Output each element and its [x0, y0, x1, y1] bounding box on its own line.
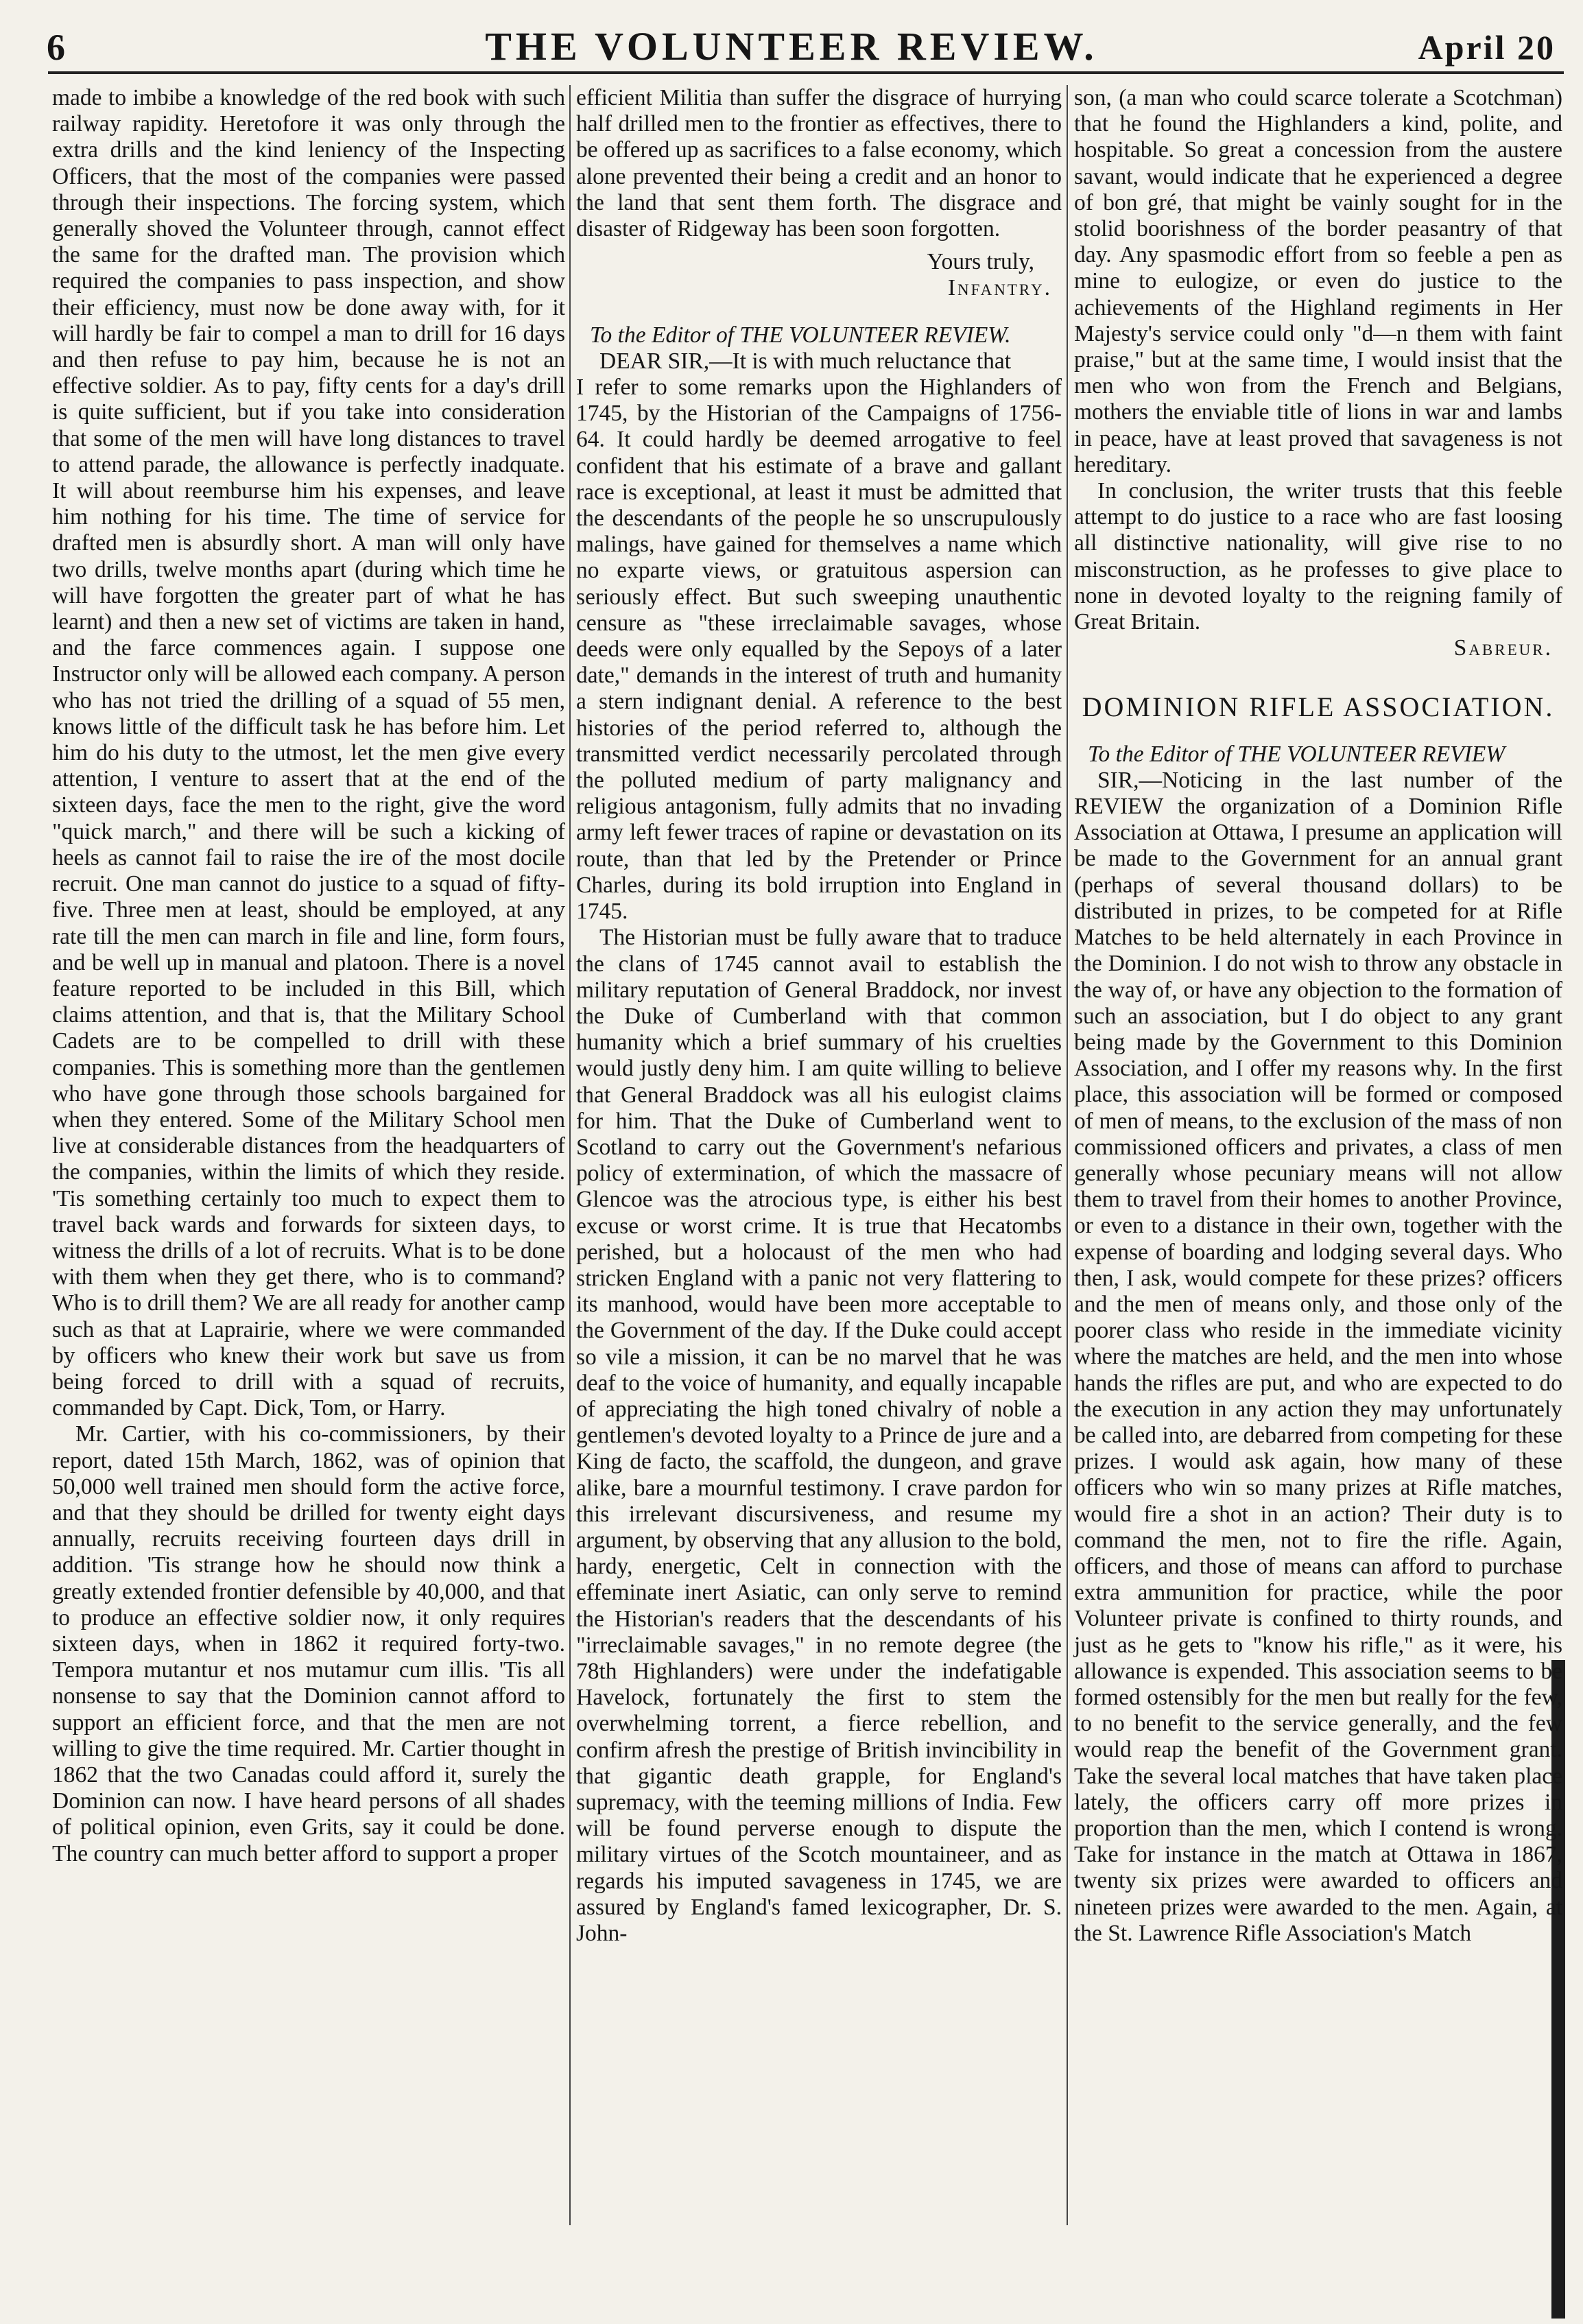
to-editor-line: To the Editor of THE VOLUNTEER REVIEW — [1088, 741, 1505, 767]
letter-closing: Yours truly, — [927, 249, 1034, 275]
section-heading: DOMINION RIFLE ASSOCIATION. — [1082, 691, 1555, 723]
column-1 — [52, 85, 565, 1867]
paragraph: The Historian must be fully aware that to traduce the clans of 1745 cannot avail to establish the military reputation of General Braddock, nor invest the Duke of Cumberland with that common humanity which a brief summary of his cruelties would justly deny him. I am quite willing to believe that General Braddock was all his eulogist claims for him. That the Duke of Cumberland went to Scotland to carry out the Government's nefarious policy of extermination, of which the massacre of Glencoe was the atrocious type, is either his best excuse or worst crime. It is true that Hecatombs perished, but a holocaust of the men who had stricken England with a panic not very flattering to its manhood, would have been more acceptable to the Government of the day. If the Duke could accept so vile a mission, it can be no marvel that he was deaf to the voice of humanity, and equally incapable of appreciating the high toned chivalry of noble a gentlemen's devoted loyalty to a Prince de jure and a King de facto, the scaffold, the dungeon, and grave alike, bare a mournful testimony. I crave pardon for this irrelevant discursiveness, and resume my argument, by observing that any allusion to the bold, hardy, energetic, Celt in connection with the effeminate inert Asiatic, can only serve to remind the Historian's readers that the descendants of his "irreclaimable savages," in no remote degree (the 78th Highlanders) were under the indefatigable Havelock, fortunately the first to stem the overwhelming torrent, a fierce rebellion, and confirm afresh the prestige of British invincibility in that gigantic death grapple, for England's supremacy, with the teeming millions of India. Few will be found perverse enough to dispute the military virtues of the Scotch mountaineer, and as regards his imputed savageness in 1745, we are assured by England's famed lexicographer, Dr. S. John- — [576, 925, 1062, 1947]
paragraph: made to imbibe a knowledge of the red book with such railway rapidity. Heretofore it was only through the extra drills and the kind leniency of the Inspecting Officers, that the most of the companies were passed through their inspections. The forcing system, which generally shoved the Volunteer through, cannot effect the same for the drafted man. The provision which required the companies to pass inspection, and show their efficiency, must now be done away with, for it will hardly be fair to compel a man to drill for 16 days and then refuse to pay him, because he is not an effective soldier. As to pay, fifty cents for a day's drill is quite sufficient, but if you take into consideration that some of the men will have long distances to travel to attend parade, the allowance is perfectly inadquate. It will about reemburse him his expenses, and leave him nothing for his time. The time of service for drafted men is absurdly short. A man will only have two drills, twelve months apart (during which time he will have forgotten the greater part of what he has learnt) and then a new set of victims are taken in hand, and the farce commences again. I suppose one Instructor only will be allowed each company. A person who has not tried the drilling of a squad of 55 men, knows little of the difficult task he has before him. Let him do his duty to the utmost, let the men give every attention, I venture to assert that at the end of the sixteen days, face the men to the right, give the word "quick march," and there will be such a kicking of heels as cannot fail to raise the ire of the most docile recruit. One man cannot do justice to a squad of fifty-five. Three men at least, should be employed, at any rate till the men can march in file and line, form fours, and be well up in manual and platoon. There is a novel feature reported to be included in this Bill, which claims attention, and that is, that the Military School Cadets are to be compelled to drill with these companies. This is something more than the gentlemen who have gone through those schools bargained for when they entered. Some of the Military School men live at considerable distances from the headquarters of the companies, within the limits of which they reside. 'Tis something certainly too much to expect them to travel back wards and forwards for sixteen days, to witness the drills of a lot of recruits. What is to be done with them when they get there, who is to command? Who is to drill them? We are all ready for another camp such as that at Laprairie, where we were commanded by officers who knew their work but save us from being forced to drill with a squad of recruits, commanded by Capt. Dick, Tom, or Harry. — [52, 85, 565, 1421]
page-header — [0, 19, 1583, 74]
header-rule — [48, 71, 1564, 74]
column-2 — [576, 85, 1062, 1947]
column-3 — [1074, 85, 1562, 1947]
letter-signature: Infantry. — [947, 275, 1052, 301]
paragraph: In conclusion, the writer trusts that this feeble attempt to do justice to a race who are fast loosing all distinctive nationality, will give rise to no misconstruction, as he professes to give place to none in devoted loyalty to the reigning family of Great Britain. — [1074, 478, 1562, 635]
salutation: DEAR SIR,—It is with much reluctance that — [599, 348, 1012, 374]
paragraph: Mr. Cartier, with his co-commissioners, by their report, dated 15th March, 1862, was of opinion that 50,000 well trained men should form the active force, and that they should be drilled for twenty eight days annually, recruits receiving fourteen days drill in addition. 'Tis strange how he should now think a greatly extended frontier defensible by 40,000, and that to produce an effective soldier now, it only requires sixteen days, when in 1862 it required forty-two. Tempora mutantur et nos mutamur cum illis. 'Tis all nonsense to say that the Dominion cannot afford to support an efficient force, and that the men are not willing to give the time required. Mr. Cartier thought in 1862 that the two Canadas could afford it, surely the Dominion can now. I have heard persons of all shades of political opinion, even Grits, say it could be done. The country can much better afford to support a proper — [52, 1421, 565, 1866]
to-editor-line: To the Editor of THE VOLUNTEER REVIEW. — [590, 322, 1011, 348]
paragraph: I refer to some remarks upon the Highlanders of 1745, by the Historian of the Campaigns of 1756-64. It could hardly be deemed arrogative to feel confident that his estimate of a brave and gallant race is exceptional, at least it must be admitted that the descendants of the people he so unscrupulously malings, have gained for themselves a name which no exparte views, or gratuitous aspersion can seriously effect. But such sweeping unauthentic censure as "these irreclaimable savages, whose deeds were only equalled by the Sepoys of a later date," demands in the interest of truth and humanity a stern indignant denial. A reference to the best histories of the period referred to, although the transmitted verdict necessarily percolated through the polluted medium of party malignancy and religious antagonism, fully admits that no invading army left fewer traces of rapine or devastation on its route, than that led by the Pretender or Prince Charles, during its bold irruption into England in 1745. — [576, 375, 1062, 925]
issue-date: April 20 — [1418, 28, 1556, 67]
column-divider — [569, 85, 571, 2225]
masthead-title: THE VOLUNTEER REVIEW. — [485, 24, 1098, 69]
page-number: 6 — [47, 27, 65, 68]
paragraph: son, (a man who could scarce tolerate a Scotchman) that he found the Highlanders a kind, polite, and hospitable. So great a concession from the austere savant, would indicate that he experienced a degree of bon gré, that might be vainly sought for in the stolid boorishness of the border peasantry of that day. Any spasmodic effort from so feeble a pen as mine to eulogize, or even do justice to the achievements of the Highland regiments in Her Majesty's service could only "d—n them with faint praise," but at the same time, I would insist that the men who won from the French and Belgians, mothers the enviable title of lions in war and lambs in peace, have at least proved that savageness is not hereditary. — [1074, 85, 1562, 477]
paragraph: SIR,—Noticing in the last number of the REVIEW the organization of a Dominion Rifle Association at Ottawa, I presume an application will be made to the Government for an annual grant (perhaps of several thousand dollars) to be distributed in prizes, to be competed for at Rifle Matches to be held alternately in each Province in the Dominion. I do not wish to throw any obstacle in the way of, or have any objection to the formation of such an association, but I do object to any grant being made by the Government to this Dominion Association, and I offer my reasons why. In the first place, this association will be formed or composed of men of means, to the exclusion of the mass of non commissioned officers and privates, a class of men generally whose pecuniary means will not allow them to travel from their homes to another Province, or even to a distance in their own, together with the expense of boarding and lodging several days. Who then, I ask, would compete for these prizes? officers and the men of means only, and those only of the poorer class who reside in the immediate vicinity where the matches are held, and the men into whose hands the rifles are put, and who are expected to do the execution in any action they may unfortunately be called into, are debarred from competing for these prizes. I would ask again, how many of these officers who win so many prizes at Rifle matches, would fire a shot in an action? Their duty is to command the men, not to fire the rifle. Again, officers, and those of means can afford to purchase extra ammunition for practice, while the poor Volunteer private is confined to thirty rounds, and just as he gets to "know his rifle," as it were, his allowance is expended. This association seems to be formed ostensibly for the men but really for the few, to no benefit to the service generally, and the few would reap the benefit of the Government grant. Take the several local matches that have taken place lately, the officers carry off more prizes in proportion than the men, which I contend is wrong. Take for instance in the match at Ottawa in 1867, twenty six prizes were awarded to officers and nineteen prizes were awarded to the men. Again, at the St. Lawrence Rifle Association's Match — [1074, 767, 1562, 1946]
column-divider — [1067, 85, 1068, 2225]
letter-signature: Sabreur. — [1453, 635, 1553, 661]
paragraph: efficient Militia than suffer the disgrace of hurrying half drilled men to the frontier as effectives, there to be offered up as sacrifices to a false economy, which alone prevented their being a credit and an honor to the land that sent them forth. The disgrace and disaster of Ridgeway has been soon forgotten. — [576, 85, 1062, 242]
